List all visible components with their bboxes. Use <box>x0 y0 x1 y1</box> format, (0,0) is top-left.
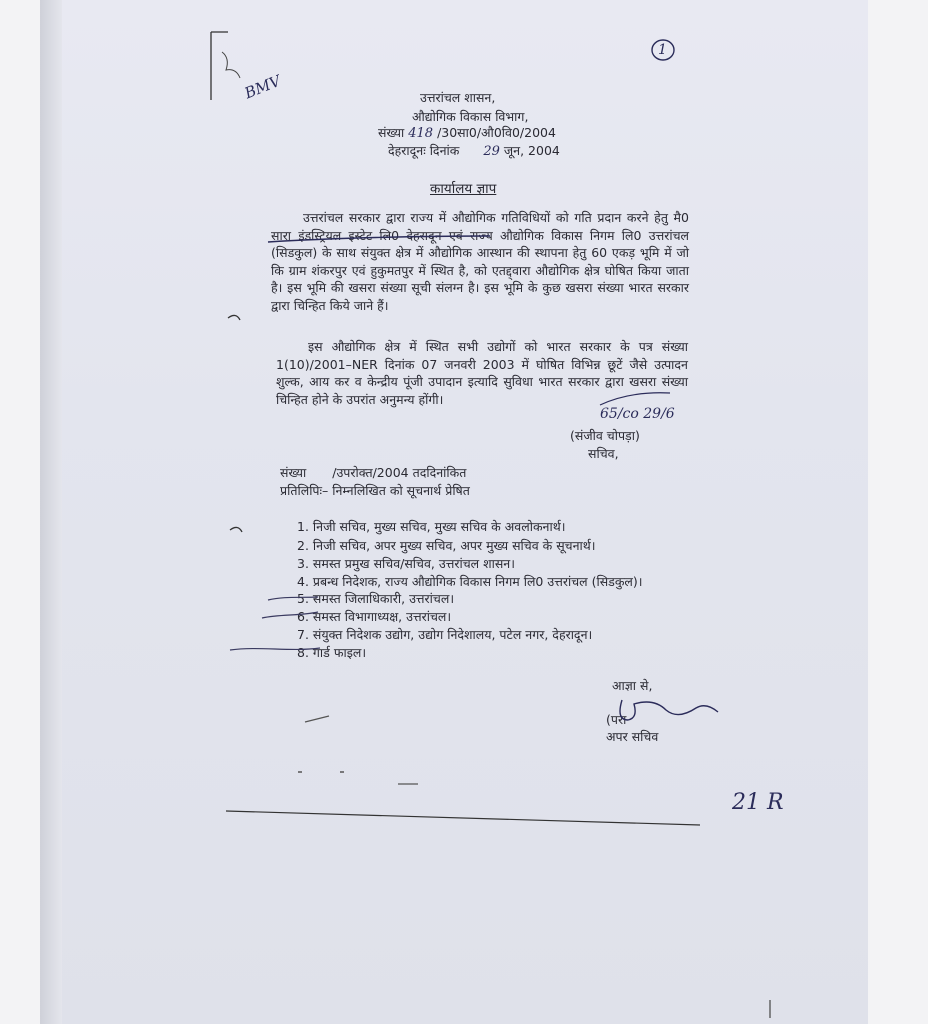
ref-number-handwritten: 418 <box>408 126 434 141</box>
margin-tick-2 <box>230 527 242 532</box>
secretary-initials: 65/co 29/6 <box>600 406 675 422</box>
recipient-3: 3. समस्त प्रमुख सचिव/सचिव, उत्तरांचल शासन। <box>297 556 515 571</box>
recipient-2: 2. निजी सचिव, अपर मुख्य सचिव, अपर मुख्य सचिव के सूचनार्थ। <box>297 538 596 553</box>
annotation-bmv: BMV <box>241 71 284 103</box>
memo-title: कार्यालय ज्ञाप <box>430 181 497 197</box>
by-order-name: (परा <box>606 712 627 727</box>
secretary-flourish <box>600 393 670 405</box>
page-number-handwritten: 1 <box>658 42 667 58</box>
recipient-5: 5. समस्त जिलाधिकारी, उत्तरांचल। <box>297 591 455 606</box>
date-rest: जून, 2004 <box>503 143 560 158</box>
ref-label: संख्या <box>378 125 405 140</box>
header-govt: उत्तरांचल शासन, <box>420 90 496 105</box>
paragraph-1: उत्तरांचल सरकार द्वारा राज्य में औद्योगिक गतिविधियों को गति प्रदान करने हेतु मै0 सारा इंडस्ट्रियल इस्टेट लि0 देहरादून एवं राज्य औद्योगिक विकास निगम लि0 उत्तरांचल (सिडकुल) के साथ संयुक्त क्षेत्र में औद्योगिक आस्थान की स्थापना हेतु 60 एकड़ भूमि में जो कि ग्राम शंकरपुर एवं हुकुमतपुर में स्थित है, को एतद्द्वारा औद्योगिक क्षेत्र घोषित किया जाता है। इस भूमि की खसरा संख्या सूची संलग्न है। इस भूमि के कुछ खसरा संख्या भारत सरकार द्वारा चिन्हित किये जाने हैं। <box>271 210 689 313</box>
recipient-7: 7. संयुक्त निदेशक उद्योग, उद्योग निदेशालय, पटेल नगर, देहरादून। <box>297 627 593 642</box>
strike-5 <box>268 597 318 600</box>
ref-rest: /30सा0/औ0वि0/2004 <box>437 125 556 140</box>
copy-ref-label: संख्या <box>280 465 307 480</box>
recipient-4: 4. प्रबन्ध निदेशक, राज्य औद्योगिक विकास निगम लि0 उत्तरांचल (सिडकुल)। <box>297 574 643 589</box>
corner-scribble <box>222 52 240 78</box>
recipient-1: 1. निजी सचिव, मुख्य सचिव, मुख्य सचिव के अवलोकनार्थ। <box>297 519 566 534</box>
date-day-handwritten: 29 <box>483 144 500 159</box>
small-dash-1 <box>305 716 329 722</box>
recipient-8: 8. गार्ड फाइल। <box>297 645 367 660</box>
secretary-designation: सचिव, <box>588 446 619 461</box>
by-order-designation: अपर सचिव <box>606 729 659 744</box>
margin-tick-1 <box>228 315 240 320</box>
copy-ref-rest: /उपरोक्त/2004 तददिनांकित <box>332 465 467 480</box>
strike-6 <box>262 612 318 618</box>
corner-bracket <box>211 32 228 100</box>
recipient-6: 6. समस्त विभागाध्यक्ष, उत्तरांचल। <box>297 609 452 624</box>
date-label: देहरादूनः दिनांक <box>388 143 460 158</box>
bottom-rule <box>226 811 700 825</box>
by-order-label: आज्ञा से, <box>612 678 653 693</box>
strike-8 <box>230 648 320 650</box>
page-number-circle <box>652 40 674 60</box>
by-order-signature <box>620 700 718 720</box>
ink-underline-para1 <box>268 236 490 242</box>
secretary-name: (संजीव चोपड़ा) <box>570 428 640 443</box>
paragraph-2: इस औद्योगिक क्षेत्र में स्थित सभी उद्योगों को भारत सरकार के पत्र संख्या 1(10)/2001–NER दिनांक 07 जनवरी 2003 में घोषित विभिन्न छूटें जैसे उत्पादन शुल्क, आय कर व केन्द्रीय पूंजी उपादान इत्यादि सुविधा भारत सरकार द्वारा खसरा संख्या चिन्हित होने के उपरांत अनुमन्य होंगी। <box>276 339 688 407</box>
header-department: औद्योगिक विकास विभाग, <box>412 109 529 124</box>
bottom-right-signature: 21 R <box>732 790 784 815</box>
copy-forwarded-line: प्रतिलिपिः– निम्नलिखित को सूचनार्थ प्रेषित <box>280 483 470 498</box>
